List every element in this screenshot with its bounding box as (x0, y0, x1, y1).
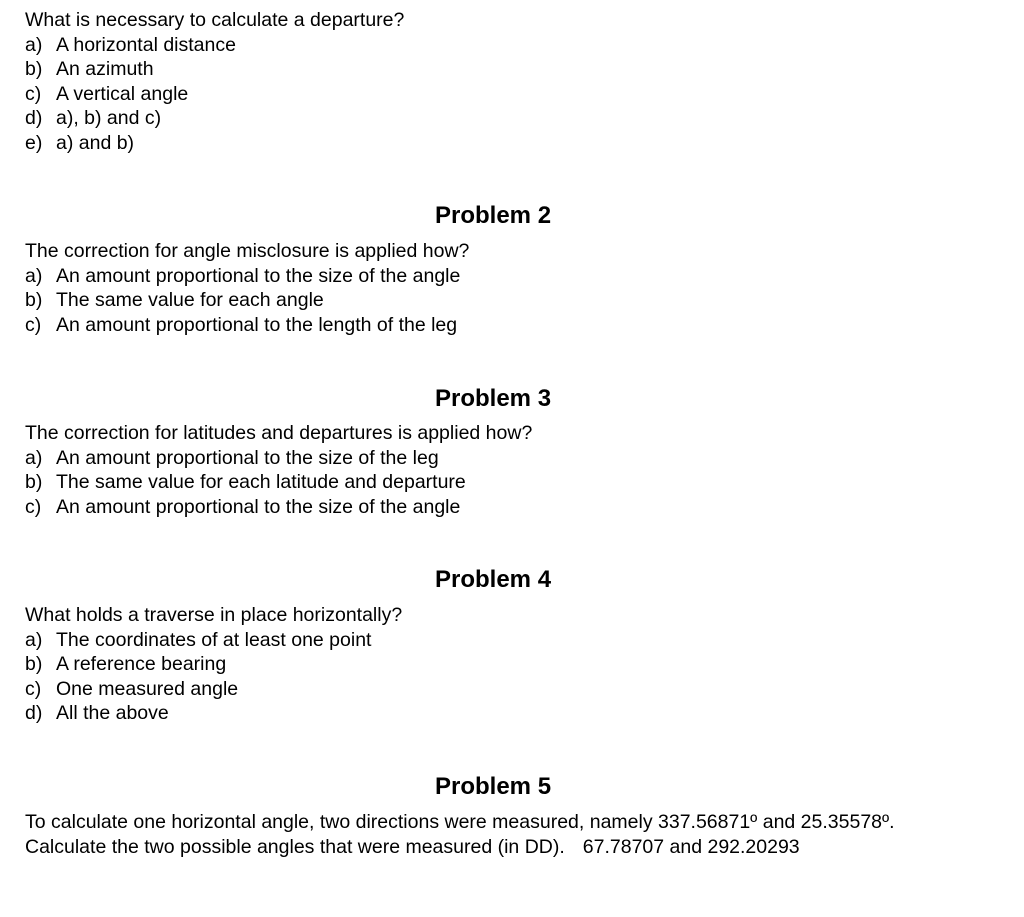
option-label: d) (25, 702, 43, 725)
option-text: All the above (56, 702, 169, 725)
option-text: The same value for each latitude and departure (56, 471, 466, 494)
option-text: An amount proportional to the size of the angle (56, 495, 461, 518)
option-label: a) (25, 33, 43, 56)
problem-1-question: What is necessary to calculate a departure? (25, 9, 405, 31)
option-text: An amount proportional to the size of the angle (56, 264, 461, 287)
problem-4-option-d (25, 701, 402, 726)
problem-4 (25, 603, 402, 726)
problem-4-heading: Problem 4 (435, 566, 552, 593)
option-label: c) (25, 677, 42, 700)
option-label: c) (25, 82, 42, 105)
problem-5-question: Calculate the two possible angles that were measured (in DD). (25, 835, 565, 858)
problem-4-question: What holds a traverse in place horizontally? (25, 604, 403, 626)
problem-3-option-c (25, 495, 532, 520)
problem-5 (25, 810, 895, 859)
option-text: A horizontal distance (56, 33, 236, 56)
option-text: An amount proportional to the size of the leg (56, 446, 439, 469)
option-text: An azimuth (56, 58, 154, 81)
problem-2-option-b (25, 288, 469, 313)
option-label: c) (25, 313, 42, 336)
option-label: b) (25, 653, 43, 676)
problem-2 (25, 239, 469, 337)
option-text: A vertical angle (56, 82, 189, 105)
option-text: a), b) and c) (56, 107, 162, 130)
option-label: d) (25, 107, 43, 130)
option-text: a) and b) (56, 131, 135, 154)
problem-3 (25, 421, 532, 519)
problem-5-answer: 67.78707 and 292.20293 (582, 835, 800, 858)
problem-2-option-c (25, 313, 469, 338)
option-label: b) (25, 471, 43, 494)
problem-4-option-a (25, 628, 402, 653)
option-text: The same value for each angle (56, 289, 324, 312)
problem-3-question: The correction for latitudes and departures is applied how? (25, 422, 533, 444)
problem-3-heading: Problem 3 (435, 385, 552, 412)
problem-1 (25, 8, 404, 156)
problem-2-question: The correction for angle misclosure is applied how? (25, 240, 470, 262)
option-text: An amount proportional to the length of the leg (56, 313, 458, 336)
option-label: e) (25, 131, 43, 154)
problem-1-option-d (25, 106, 404, 131)
problem-1-option-b (25, 57, 404, 82)
option-label: a) (25, 446, 43, 469)
problem-4-option-b (25, 652, 402, 677)
problem-1-option-e (25, 131, 404, 156)
option-label: b) (25, 58, 43, 81)
problem-5-line-2 (25, 835, 895, 860)
option-text: One measured angle (56, 677, 239, 700)
problem-5-line-1: To calculate one horizontal angle, two directions were measured, namely 337.56871º and 25.35578º. (25, 811, 895, 833)
option-label: c) (25, 495, 42, 518)
option-label: a) (25, 264, 43, 287)
option-label: a) (25, 628, 43, 651)
problem-1-option-a (25, 33, 404, 58)
problem-3-option-a (25, 446, 532, 471)
option-label: b) (25, 289, 43, 312)
problem-3-option-b (25, 470, 532, 495)
problem-5-heading: Problem 5 (435, 773, 552, 800)
option-text: The coordinates of at least one point (56, 628, 372, 651)
problem-1-option-c (25, 82, 404, 107)
option-text: A reference bearing (56, 653, 227, 676)
problem-2-option-a (25, 264, 469, 289)
problem-2-heading: Problem 2 (435, 202, 552, 229)
problem-4-option-c (25, 677, 402, 702)
